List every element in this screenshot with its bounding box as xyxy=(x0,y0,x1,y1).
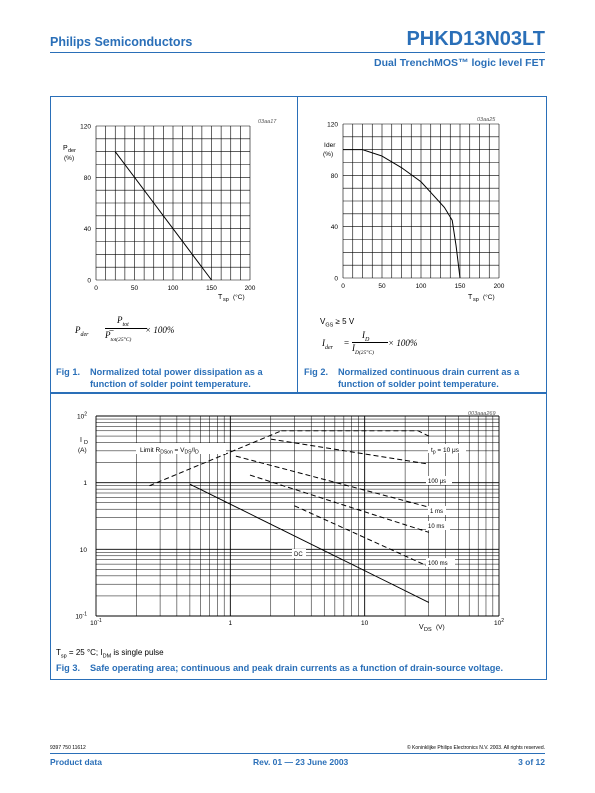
fig2-ytick-0: 0 xyxy=(334,275,338,283)
fig3-xunit: (V) xyxy=(436,624,445,631)
fig2-yunit: (%) xyxy=(323,151,334,158)
fig3-series-3 xyxy=(236,456,429,507)
fig3-xtick-0: $10^{-1}$ xyxy=(90,618,102,627)
fig3-xlabel-sub: DS xyxy=(424,627,432,633)
doc-number: 9397 750 11612 xyxy=(50,745,86,751)
header-divider xyxy=(50,52,545,53)
fig2-ylabel-sub: der xyxy=(326,142,336,149)
footer-revision: Rev. 01 — 23 June 2003 xyxy=(253,757,349,767)
fig2-xtick-0: 0 xyxy=(341,283,345,290)
fig1-chart xyxy=(50,96,296,341)
fig1-grid xyxy=(80,124,256,293)
fig2-formula-lhs: $I_{der}$ xyxy=(322,338,333,351)
fig3-series-1 xyxy=(281,431,428,436)
fig3-xtick-2: 10 xyxy=(361,620,369,627)
fig3-xtick-1: 1 xyxy=(228,620,233,627)
fig3-ytick-3: $10^2$ xyxy=(76,411,87,421)
footer-page: 3 of 12 xyxy=(518,757,545,767)
fig3-chart xyxy=(50,392,545,642)
fig3-xtick-3: $10^2$ xyxy=(493,618,505,627)
fig3-ytick-0: $10^{-1}$ xyxy=(75,611,87,621)
fig3-series-0 xyxy=(149,431,281,486)
fig1-xtick-2: 100 xyxy=(167,285,179,292)
fig1-ytick-1: 40 xyxy=(83,226,91,234)
fig1-xtick-4: 200 xyxy=(244,285,256,292)
fig2-xlabel-sub: sp xyxy=(473,297,479,303)
company-name: Philips Semiconductors xyxy=(50,35,193,49)
fig3-note: $T_{sp} = 25$ °C; $I_{DM}$ is single pulse xyxy=(56,648,164,660)
fig2-condition: $V_{GS} \ge 5$ V xyxy=(320,317,355,329)
fig3-code: 003aaa269 xyxy=(468,411,496,417)
fig1-ytick-0: 0 xyxy=(87,277,91,285)
fig3-limit-label: Limit $R_{DSon} = V_{DS}/I_D$ xyxy=(140,447,199,456)
fig1-xtick-3: 150 xyxy=(206,285,217,292)
fig1-yunit: (%) xyxy=(64,155,75,162)
fig3-curves xyxy=(149,431,428,603)
fig3-ytick-2: 1 xyxy=(83,480,87,488)
fig2-xtick-3: 150 xyxy=(454,283,466,290)
fig1-ylabel: P xyxy=(63,145,68,152)
fig3-xlabel: V xyxy=(419,624,424,631)
fig2-formula-tail: × 100% xyxy=(388,338,418,348)
part-number: PHKD13N03LT xyxy=(406,28,545,50)
fig3-caption: Fig 3. Safe operating area; continuous and peak drain currents as a function of drain-source voltage. xyxy=(56,663,504,673)
fig2-xtick-1: 50 xyxy=(378,283,386,290)
fig2-formula-eq: = xyxy=(344,338,350,348)
fig1-xtick-0: 0 xyxy=(94,285,98,292)
fig3-ylabel: I xyxy=(80,437,82,444)
fig3-label-dc: DC xyxy=(294,552,303,558)
product-subtitle: Dual TrenchMOS™ logic level FET xyxy=(374,57,545,69)
fig3-series-6 xyxy=(190,484,429,602)
fig1-xlabel: T xyxy=(218,294,223,301)
fig1-formula-bar xyxy=(105,328,147,329)
fig3-label-100us: 100 μs xyxy=(428,479,447,485)
fig2-grid xyxy=(327,122,505,291)
footer-product-data: Product data xyxy=(50,757,102,767)
fig1-caption: Fig 1. Normalized total power dissipation as a function of solder point temperature. xyxy=(56,367,263,389)
fig2-xlabel: T xyxy=(468,294,473,301)
fig2-ytick-2: 80 xyxy=(330,172,338,180)
fig3-yunit: (A) xyxy=(78,447,87,454)
fig3-label-10ms: 10 ms xyxy=(428,524,445,530)
fig2-code: 03aa25 xyxy=(477,117,496,123)
fig2-formula-den: $I_{D(25^\circ C)}$ xyxy=(352,343,375,356)
fig1-formula-den: $P_{tot(25^\circ C)}$ xyxy=(105,330,132,343)
fig1-code: 03aa17 xyxy=(258,119,277,125)
fig1-formula-tail: × 100% xyxy=(145,325,175,335)
fig1-xtick-1: 50 xyxy=(130,285,139,292)
fig2-caption: Fig 2. Normalized continuous drain current as a function of solder point temperature. xyxy=(304,367,520,389)
footer-divider xyxy=(50,753,545,754)
fig2-xunit: (°C) xyxy=(483,294,495,301)
fig2-ytick-3: 120 xyxy=(327,121,338,129)
fig2-xtick-2: 100 xyxy=(415,283,427,290)
fig3-label-tp: $t_p = 10$ μs xyxy=(431,447,460,456)
fig1-xunit: (°C) xyxy=(233,294,245,301)
fig1-ytick-2: 80 xyxy=(83,174,91,182)
fig2-xtick-4: 200 xyxy=(493,283,505,290)
fig3-label-1ms: 1 ms xyxy=(430,509,444,515)
fig1-formula-num: $P_{tot}$ xyxy=(117,315,129,328)
fig2-chart xyxy=(297,96,545,341)
fig3-ytick-1: 10 xyxy=(79,546,87,554)
fig1-xlabel-sub: sp xyxy=(223,297,229,303)
fig1-ytick-3: 120 xyxy=(80,123,91,131)
fig3-series-5 xyxy=(294,506,428,567)
copyright: © Koninklijke Philips Electronics N.V. 2003. All rights reserved. xyxy=(406,745,545,751)
fig2-formula-num: $I_D$ xyxy=(362,330,370,343)
fig1-ylabel-sub: der xyxy=(68,148,76,154)
fig1-formula-eq: = xyxy=(109,325,115,335)
fig3-label-100ms: 100 ms xyxy=(428,561,448,567)
fig2-ylabel: I xyxy=(324,142,326,149)
fig1-formula-lhs: $P_{der}$ xyxy=(75,325,89,338)
fig2-ytick-1: 40 xyxy=(330,224,338,232)
fig3-ylabel-sub: D xyxy=(84,440,88,446)
